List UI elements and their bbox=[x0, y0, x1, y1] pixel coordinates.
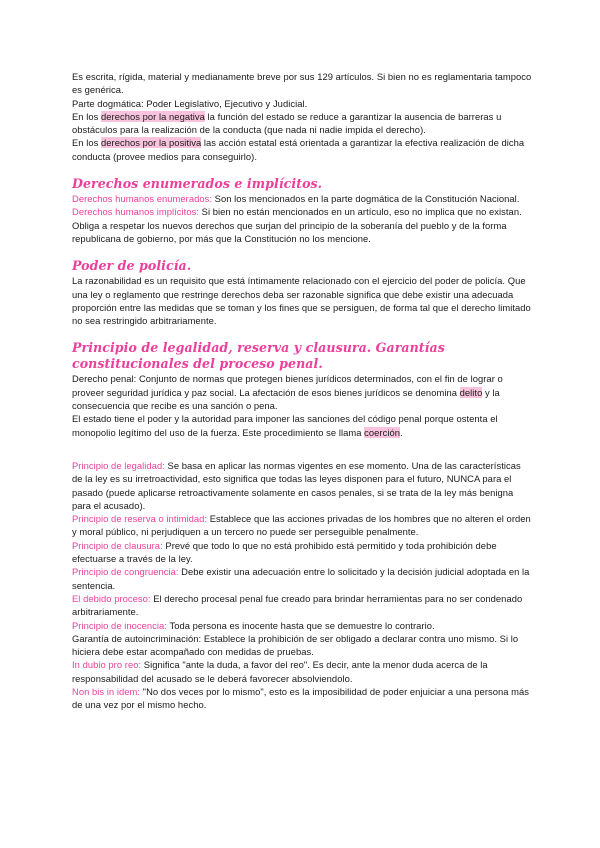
highlight-derechos-positiva: derechos por la positiva bbox=[101, 137, 202, 149]
intro-paragraph-2: Parte dogmática: Poder Legislativo, Ejecutivo y Judicial. bbox=[72, 97, 308, 109]
principle-congruencia: Principio de congruencia: Debe existir una adecuación entre lo solicitado y la decisión judicial adoptada en la sentencia. bbox=[72, 566, 530, 591]
paragraph-derecho-penal: Derecho penal: Conjunto de normas que protegen bienes jurídicos determinados, con el fin de lograr o proveer seguridad jurídica y paz social. La afectación de esos bienes jurídicos se denomina delito y la consecuencia que recibe es una sanción o pena. bbox=[72, 373, 503, 412]
principle-autoincriminacion: Garantía de autoincriminación: Establece la prohibición de ser obligado a declarar contra uno mismo. Si lo hiciera debe estar acompañado con medidas de pruebas. bbox=[72, 632, 519, 658]
highlight-derechos-negativa: derechos por la negativa bbox=[101, 110, 205, 122]
intro-paragraph-4: En los derechos por la positiva las acción estatal está orientada a garantizar la efectiva realización de dicha conducta (provee medios para conseguirlo). bbox=[72, 137, 525, 162]
definition-implicitos: Derechos humanos implícitos: Si bien no están mencionados en un artículo, eso no implica que no existan. Obliga a respetar los nuevos derechos que surjan del principio de la soberanía del pueblo y de la forma republicana de gobierno, por más que la Constitución no los mencione. bbox=[72, 206, 522, 244]
intro-paragraph-3: En los derechos por la negativa la función del estado se reduce a garantizar la ausencia de barreras u obstáculos para la realización de la conducta (que nada ni nadie impida el derecho). bbox=[72, 110, 502, 136]
principle-inocencia: Principio de inocencia: Toda persona es inocente hasta que se demuestre lo contrario. bbox=[72, 619, 435, 631]
paragraph-coercion: El estado tiene el poder y la autoridad para imponer las sanciones del código penal porque ostenta el monopolio legítimo del uso de la fuerza. Este procedimiento se llama coerción. bbox=[72, 413, 498, 438]
intro-paragraph-1: Es escrita, rígida, material y medianamente breve por sus 129 artículos. Si bien no es reglamentaria tampoco es genérica. bbox=[72, 71, 532, 96]
document-page bbox=[72, 70, 532, 712]
principle-clausura: Principio de clausura: Prevé que todo lo que no está prohibido está permitido y toda prohibición debe efectuarse a través de la ley. bbox=[72, 539, 497, 565]
principle-debido-proceso: El debido proceso: El derecho procesal penal fue creado para brindar herramientas para no ser condenado arbitrariamente. bbox=[72, 592, 523, 618]
paragraph-poder-policia: La razonabilidad es un requisito que está íntimamente relacionado con el ejercicio del poder de policía. Que una ley o reglamento que restringe derechos deba ser razonable significa que debe existir una adecuada proporción entre las medidas que se toman y los fines que se persiguen, de forma tal que el derecho limitado no sea restringido arbitrariamente. bbox=[72, 275, 531, 327]
heading-derechos-enumerados: Derechos enumerados e implícitos. bbox=[72, 176, 323, 192]
highlight-delito: delito bbox=[459, 386, 483, 398]
principle-in-dubio-pro-reo: In dubio pro reo: Significa "ante la duda, a favor del reo". Es decir, ante la menor duda acerca de la responsabilidad del acusado se le deberá favorecer absolviendolo. bbox=[72, 659, 488, 684]
principle-reserva: Principio de reserva o intimidad: Establece que las acciones privadas de los hombres que no alteren el orden y moral público, ni perjudiquen a un tercero no puede ser perseguible penalmente. bbox=[72, 513, 531, 538]
definition-enumerados: Derechos humanos enumerados: Son los mencionados en la parte dogmática de la Constitución Nacional. bbox=[72, 193, 520, 205]
principle-non-bis-in-idem: Non bis in idem: "No dos veces por lo mismo", esto es la imposibilidad de poder enjuiciar a una persona más de una vez por el mismo hecho. bbox=[72, 685, 530, 711]
principle-legalidad: Principio de legalidad: Se basa en aplicar las normas vigentes en ese momento. Una de las características de la ley es su irretroactividad, esto significa que todas las leyes disponen para el futuro, NUNCA para el pasado (puede aplicarse retroactivamente solamente en casos penales, si se trata de la ley más benigna para el acusado). bbox=[72, 459, 521, 511]
heading-principio-legalidad: Principio de legalidad, reserva y clausura. Garantías constitucionales del proceso penal. bbox=[72, 340, 445, 372]
heading-poder-policia: Poder de policía. bbox=[72, 258, 192, 274]
highlight-coercion: coerción bbox=[364, 426, 400, 438]
